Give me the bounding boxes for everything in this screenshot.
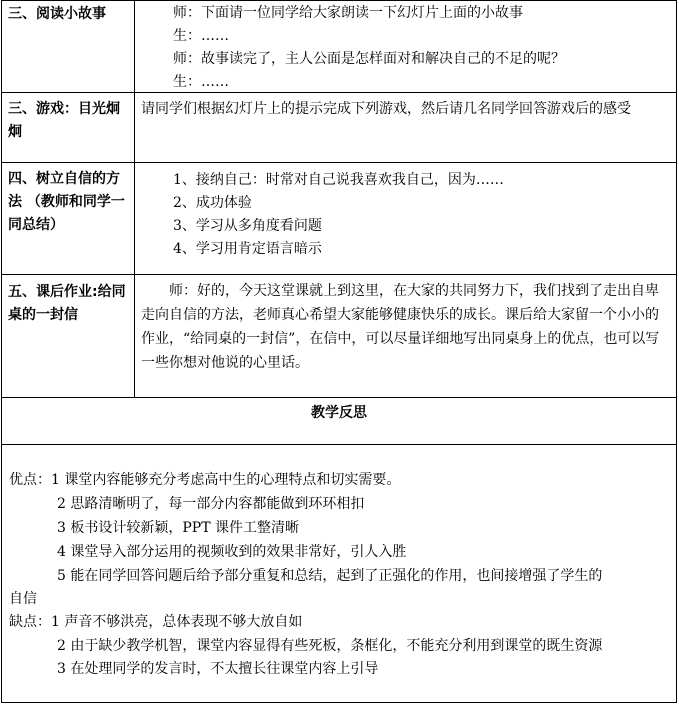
strength-item: 3 板书设计较新颖，PPT 课件工整清晰 — [57, 520, 299, 536]
dialogue-line: 师：下面请一位同学给大家朗读一下幻灯片上面的小故事 — [173, 5, 523, 21]
strength-item: 5 能在同学回答问题后给予部分重复和总结，起到了正强化的作用，也间接增强了学生的 — [57, 568, 603, 584]
row-divider — [1, 397, 677, 398]
row-divider — [1, 162, 677, 163]
row-label-game: 三、游戏：目光炯炯 — [8, 101, 120, 140]
row-label-reading-story: 三、阅读小故事 — [8, 6, 106, 22]
strength-item: 优点：1 课堂内容能够充分考虑高中生的心理特点和切实需要。 — [9, 472, 401, 488]
row-label-confidence-methods: 四、树立自信的方法 （教师和同学一同总结） — [8, 171, 125, 233]
row-label-homework: 五、课后作业:给同桌的一封信 — [8, 284, 126, 323]
method-item: 3、学习从多角度看问题 — [173, 218, 322, 234]
column-divider — [134, 0, 135, 397]
dialogue-line: 生：…… — [173, 74, 229, 90]
homework-text: 师：好的，今天这堂课就上到这里，在大家的共同努力下，我们找到了走出自卑走向自信的方法，老师真心希望大家能够健康快乐的成长。课后给大家留一个小小的作业，“给同桌的一封信”，在信中，可以尽量详细地写出同桌身上的优点，也可以写一些你想对他说的心里话。 — [141, 283, 660, 371]
method-item: 1、接纳自己：时常对自己说我喜欢我自己，因为…… — [173, 172, 504, 188]
method-item: 4、学习用肯定语言暗示 — [173, 241, 322, 257]
reflection-heading: 教学反思 — [311, 405, 367, 421]
dialogue-line: 师：故事读完了，主人公面是怎样面对和解决自己的不足的呢？ — [173, 51, 565, 67]
dialogue-line: 生：…… — [173, 28, 229, 44]
strength-item: 2 思路清晰明了，每一部分内容都能做到环环相扣 — [57, 496, 365, 512]
strength-item-wrap: 自信 — [9, 591, 37, 607]
row-divider — [1, 92, 677, 93]
row-divider — [1, 444, 677, 445]
game-instructions: 请同学们根据幻灯片上的提示完成下列游戏，然后请几名同学回答游戏后的感受 — [141, 101, 631, 117]
weakness-item: 2 由于缺少教学机智，课堂内容显得有些死板，条框化，不能充分利用到课堂的既生资源 — [57, 638, 603, 654]
method-item: 2、成功体验 — [173, 195, 252, 211]
strength-item: 4 课堂导入部分运用的视频收到的效果非常好，引人入胜 — [57, 544, 407, 560]
weakness-item: 缺点：1 声音不够洪亮，总体表现不够大放自如 — [9, 614, 303, 630]
row-divider — [1, 274, 677, 275]
weakness-item: 3 在处理同学的发言时，不太擅长往课堂内容上引导 — [57, 661, 379, 677]
